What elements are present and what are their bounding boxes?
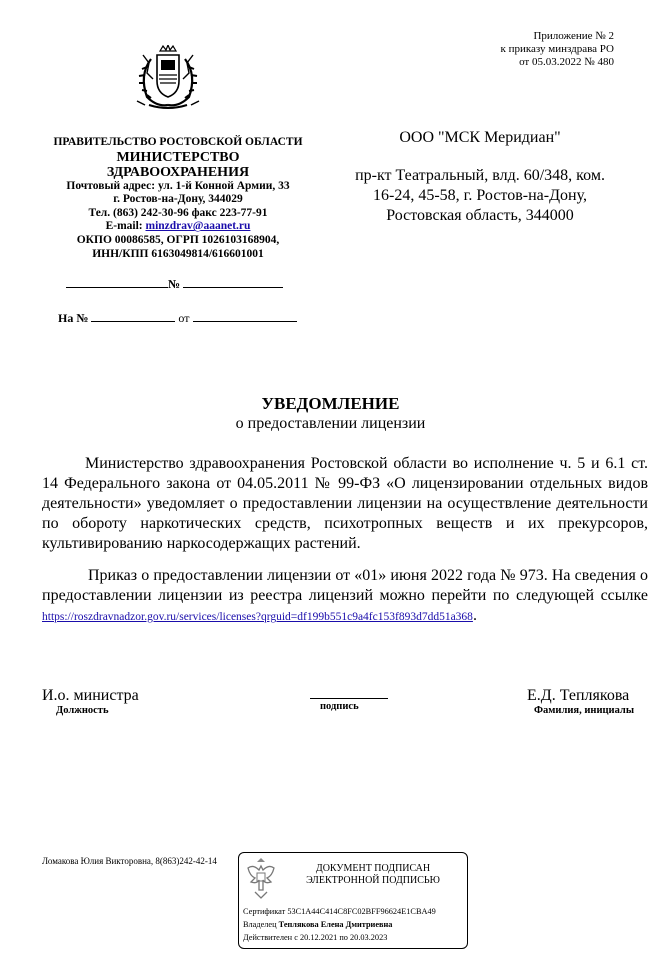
email-label: E-mail: [105, 220, 146, 233]
link-tail: . [472, 607, 477, 624]
reference-number-blank [91, 310, 175, 322]
recipient-address-line-3: Ростовская область, 344000 [386, 207, 574, 224]
appendix-line-1: Приложение № 2 [533, 30, 614, 42]
owner-line [243, 918, 465, 931]
certificate-line [243, 905, 465, 918]
recipient-name: ООО "МСК Меридиан" [399, 129, 561, 146]
recipient-block [340, 128, 620, 226]
email-line [30, 220, 326, 234]
appendix-note [450, 30, 614, 69]
ministry-name-line-2: ЗДРАВООХРАНЕНИЯ [106, 164, 250, 180]
signer-role: И.о. министра [42, 687, 139, 704]
reply-reference-line [58, 310, 297, 326]
signer-role-caption: Должность [56, 705, 109, 716]
stamp-heading [285, 863, 461, 887]
government-name: ПРАВИТЕЛЬСТВО РОСТОВСКОЙ ОБЛАСТИ [53, 136, 303, 148]
electronic-signature-stamp [238, 852, 468, 949]
stamp-heading-line-1: ДОКУМЕНТ ПОДПИСАН [315, 863, 431, 874]
owner-label: Владелец [243, 920, 279, 929]
na-label: На № [58, 311, 89, 325]
phone-fax: Тел. (863) 242-30-96 факс 223-77-91 [88, 206, 268, 219]
body-paragraph-2 [42, 566, 648, 627]
appendix-line-2: к приказу минздрава РО [500, 43, 614, 55]
appendix-line-3: от 05.03.2022 № 480 [519, 56, 614, 68]
email-link[interactable]: minzdrav@aaanet.ru [145, 220, 251, 233]
body-paragraph-2-text: Приказ о предоставлении лицензии от «01» июня 2022 года № 973. На сведения о предоставлении лицензии из реестра лицензий можно перейти по следующей ссылке [42, 567, 648, 604]
registration-date-blank [66, 276, 168, 288]
sender-block [30, 136, 326, 261]
certificate-label: Сертификат [243, 907, 288, 916]
postal-address-line-1: Почтовый адрес: ул. 1-й Конной Армии, 33 [66, 179, 290, 192]
stamp-details [243, 905, 465, 944]
validity-line: Действителен с 20.12.2021 по 20.03.2023 [243, 933, 388, 942]
signer-name: Е.Д. Теплякова [527, 687, 630, 704]
signature-line [310, 698, 388, 699]
rostov-oblast-coat-of-arms-icon [133, 45, 203, 111]
certificate-value: 53C1A44C414C8FC02BFF96624E1CBA49 [287, 907, 436, 916]
signature-caption: подпись [320, 701, 359, 712]
postal-address-line-2: г. Ростов-на-Дону, 344029 [113, 193, 243, 206]
recipient-address-line-2: 16-24, 45-58, г. Ростов-на-Дону, [373, 187, 587, 204]
okpo-ogrp: ОКПО 00086585, ОГРП 1026103168904, [76, 233, 280, 246]
executor-contact: Ломакова Юлия Викторовна, 8(863)242-42-14 [42, 856, 217, 866]
document-subtitle: о предоставлении лицензии [235, 415, 426, 432]
signer-name-caption: Фамилия, инициалы [534, 705, 635, 716]
number-sign: № [168, 277, 181, 291]
inn-kpp: ИНН/КПП 6163049814/616601001 [92, 247, 264, 260]
registration-number-blank [183, 276, 283, 288]
license-registry-link[interactable]: https://roszdravnadzor.gov.ru/services/licenses?qrguid=df199b551c9a4fc153f893d7dd51a368 [42, 611, 473, 623]
reference-date-blank [193, 310, 297, 322]
owner-value: Теплякова Елена Дмитриевна [278, 920, 393, 929]
body-paragraph-1: Министерство здравоохранения Ростовской области во исполнение ч. 5 и 6.1 ст. 14 Федерального закона от 04.05.2011 № 99-ФЗ «О лицензировании отдельных видов деятельности» уведомляет о предоставлении лицензии на осуществление деятельности по обороту наркотических средств, психотропных веществ и их прекурсоров, культивированию наркосодержащих растений. [42, 455, 648, 552]
recipient-address-line-1: пр-кт Театральный, влд. 60/348, ком. [355, 167, 605, 184]
ot-label: от [178, 311, 190, 325]
ministry-name-line-1: МИНИСТЕРСТВО [116, 149, 240, 165]
stamp-heading-line-2: ЭЛЕКТРОННОЙ ПОДПИСЬЮ [306, 875, 440, 886]
registration-number-line [66, 276, 283, 292]
russia-coat-of-arms-icon [245, 858, 277, 902]
document-title: УВЕДОМЛЕНИЕ [261, 394, 400, 413]
